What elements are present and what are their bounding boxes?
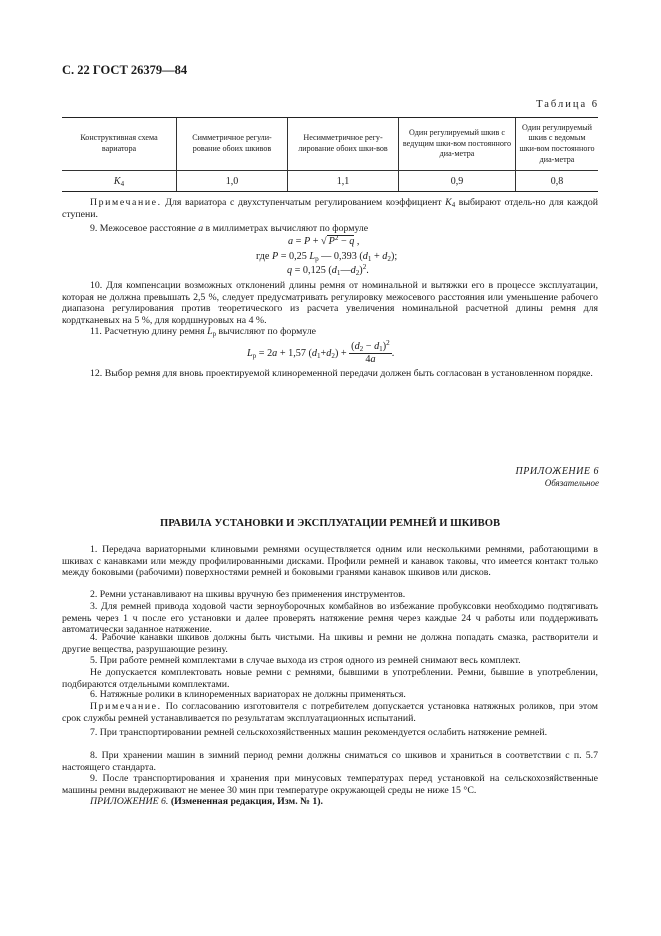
- subscript: 2: [387, 255, 391, 263]
- paragraph-9: [62, 223, 598, 235]
- amendment-note: [62, 796, 598, 808]
- text: ,: [354, 236, 360, 247]
- rule-3: 3. Для ремней привода ходовой части зерноуборочных комбайнов во избежание пробуксовки необходимо подтягивать ремень через 1 ч после его установки и далее проверять натяжение ремня через каждые 24 ч работы или поддерживать автоматически заданное натяжение.: [62, 601, 598, 635]
- symbol-index: 4: [120, 179, 125, 188]
- subscript: 2: [359, 345, 364, 353]
- variable: d: [354, 341, 360, 352]
- note-text: выбирают отдель-но для каждой ступени.: [62, 197, 599, 220]
- text: где: [256, 251, 272, 262]
- symbol: K: [113, 175, 121, 187]
- table-header-cell: Один регулируемый шкив с ведомым шки-вом постоянного диа-метра: [516, 118, 599, 171]
- text: ): [359, 265, 363, 276]
- subscript: р: [212, 331, 216, 338]
- table-cell: 1,1: [288, 171, 399, 192]
- text: (: [351, 341, 355, 352]
- text: +: [371, 251, 383, 262]
- subscript: р: [252, 351, 257, 360]
- formula-p: [256, 251, 397, 262]
- variable: L: [207, 326, 213, 337]
- subscript: 2: [331, 351, 335, 360]
- variable: d: [362, 251, 368, 262]
- variable: d: [374, 341, 380, 352]
- table-header-cell: Один регулируемый шкив с ведущим шки-вом постоянного диа-метра: [399, 118, 516, 171]
- variable: P: [303, 236, 311, 247]
- rule-8: 8. При хранении машин в зимний период ремни должны сниматься со шкивов и храниться в соответствии с п. 5.7 настоящего стандарта.: [62, 750, 598, 773]
- variable: q: [349, 236, 355, 247]
- standard-number: ГОСТ 26379—84: [92, 63, 188, 77]
- variable: d: [326, 347, 332, 359]
- section-title: ПРАВИЛА УСТАНОВКИ И ЭКСПЛУАТАЦИИ РЕМНЕЙ И ШКИВОВ: [159, 518, 501, 529]
- note-label: Примечание.: [90, 701, 162, 712]
- note-text: Для вариатора с двухступенчатым регулированием коэффициент: [161, 197, 446, 208]
- rule-7: 7. При транспортировании ремней сельскохозяйственных машин рекомендуется ослабить натяжение ремней.: [90, 727, 548, 738]
- formula-a: a = P + √ $P^2 - q$ ,: [288, 234, 360, 247]
- appendix-status: Обязательное: [544, 478, 599, 488]
- text: = 0,25: [278, 251, 310, 262]
- table-cell: 0,8: [516, 171, 599, 192]
- text: = 2: [256, 347, 273, 359]
- table-header-cell: Конструктивная схема вариатора: [62, 118, 177, 171]
- variable: a: [370, 354, 376, 365]
- text: +: [310, 236, 322, 247]
- text: −: [363, 341, 375, 352]
- table-header-cell: Симметричное регули-рование обоих шкивов: [177, 118, 288, 171]
- subscript: 1: [316, 351, 321, 360]
- variable: L: [247, 347, 253, 359]
- text: );: [390, 251, 398, 262]
- text: 11. Расчетную длину ремня: [90, 326, 208, 337]
- power: 2: [362, 263, 367, 271]
- text: −: [338, 236, 350, 247]
- text: в миллиметрах вычисляют по формуле: [203, 223, 369, 234]
- formula-lp: [247, 341, 394, 366]
- symbol: K: [445, 197, 452, 208]
- text: — 0,393 (: [318, 251, 363, 262]
- rule-1: 1. Передача вариаторными клиновыми ремнями осуществляется одним или несколькими ремнями, работающими в шкивах с канавками или между профилированными дисками. Профили ремней и канавок таковы, что имеется контакт только между боковыми (рабочими) поверхностями ремней и боковыми гранями канавок шкивов или дисков.: [62, 544, 598, 578]
- rule-6-note: [62, 701, 598, 724]
- table-header-cell: Несимметричное регу-лирование обоих шки-вов: [288, 118, 399, 171]
- text: .: [366, 265, 369, 276]
- table-header-row: [62, 118, 598, 171]
- table-row-label: [62, 171, 177, 192]
- variable: d: [311, 347, 317, 359]
- text: ): [382, 341, 387, 352]
- variable: d: [382, 251, 388, 262]
- paragraph-10: 10. Для компенсации возможных отклонений длины ремня от номинальной и вытяжки его в процессе эксплуатации, которая не должна превышать 2,5 %, следует предусматривать регулировку межосевого расстояния или уменьшение рабочего диапазона регулирования против теоретического из расчета увеличения номинальной расчетной длины ремня для кордтканевых на 5 %, для кордшнуровых на 4 %.: [62, 280, 598, 326]
- text: =: [293, 236, 304, 247]
- table-cell: 0,9: [399, 171, 516, 192]
- text: 9. Межосевое расстояние: [90, 223, 199, 234]
- rule-2: 2. Ремни устанавливают на шкивы вручную без применения инструментов.: [90, 589, 406, 600]
- rule-4: 4. Рабочие канавки шкивов должны быть чистыми. На шкивы и ремни не должна попадать смазка, растворители и другие вещества, разрушающие резину.: [62, 632, 598, 655]
- text: 4: [365, 354, 371, 365]
- table-row: [62, 171, 598, 192]
- fraction-numerator: [349, 341, 392, 354]
- power: 2: [334, 234, 339, 242]
- variable: L: [309, 251, 316, 262]
- paragraph-12: 12. Выбор ремня для вновь проектируемой клиноременной передачи должен быть согласован в установленном порядке.: [90, 368, 593, 379]
- variable: a: [198, 223, 204, 234]
- rule-9: 9. После транспортирования и хранения при минусовых температурах перед установкой на сельскохозяйственные машины ремни выдерживают не менее 30 мин при температуре окружающей среды не ниже 15 °С.: [62, 773, 598, 796]
- text: +: [320, 347, 327, 359]
- text: = 0,125 (: [292, 265, 332, 276]
- rule-5: 5. При работе ремней комплектами в случае выхода из строя одного из ремней снимают весь комплект.: [90, 655, 521, 666]
- variable: a: [288, 236, 294, 247]
- subscript: 1: [379, 345, 383, 353]
- ratio-table: [62, 117, 598, 192]
- rule-6: 6. Натяжные ролики в клиноременных вариаторах не должны применяться.: [90, 689, 406, 700]
- text: + 1,57 (: [277, 347, 312, 359]
- subscript: р: [315, 255, 319, 263]
- table-note: [62, 197, 598, 220]
- text: .: [391, 347, 395, 359]
- formula-q: [287, 265, 369, 276]
- table-caption: Таблица 6: [536, 99, 599, 110]
- fraction-denominator: [349, 354, 392, 366]
- appendix-reference: ПРИЛОЖЕНИЕ 6.: [90, 796, 169, 807]
- note-text: По согласованию изготовителя с потребителем допускается установка натяжных роликов, при этом срок службы ремней устанавливается по результатам эксплуатационных испытаний.: [62, 701, 598, 724]
- paragraph-11: [62, 326, 598, 338]
- page-header: [62, 63, 187, 78]
- text: —: [340, 265, 351, 276]
- variable: a: [272, 347, 278, 359]
- fraction: [349, 341, 392, 366]
- note-label: Примечание.: [90, 197, 162, 208]
- variable: q: [287, 265, 293, 276]
- variable: d: [350, 265, 356, 276]
- amendment-text: (Измененная редакция, Изм. № 1).: [168, 796, 324, 807]
- variable: P: [328, 236, 335, 247]
- text: вычисляют по формуле: [216, 326, 316, 337]
- text: ) +: [334, 347, 350, 359]
- page-number: С. 22: [62, 63, 90, 77]
- rule-5-continued: Не допускается комплектовать новые ремни с ремнями, бывшими в употреблении. Ремни, бывшие в употреблении, подбираются отдельными комплектами.: [62, 667, 598, 690]
- power: 2: [386, 339, 390, 347]
- radicand: [327, 235, 355, 247]
- variable: d: [331, 265, 337, 276]
- variable: P: [271, 251, 279, 262]
- subscript: 1: [367, 255, 372, 263]
- table-cell: 1,0: [177, 171, 288, 192]
- symbol-index: 4: [451, 202, 456, 209]
- appendix-label: ПРИЛОЖЕНИЕ 6: [515, 466, 599, 477]
- subscript: 2: [355, 269, 360, 277]
- subscript: 1: [336, 269, 341, 277]
